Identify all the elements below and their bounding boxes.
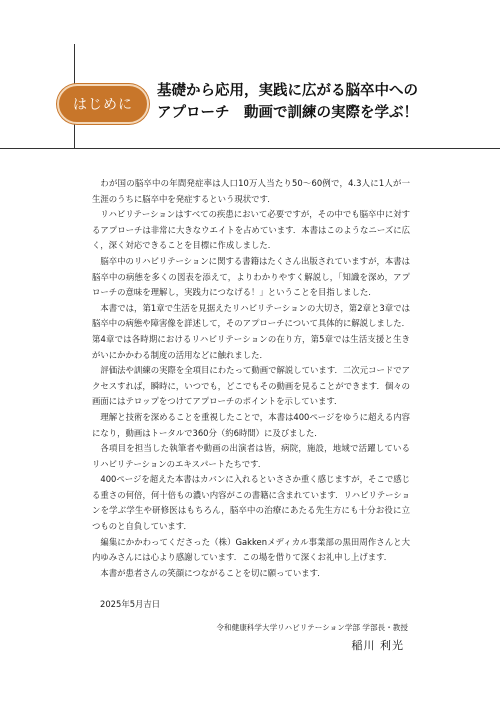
paragraph: 脳卒中のリハビリテーションに関する書籍はたくさん出版されていますが，本書は脳卒中の病態を多くの図表を添えて，よりわかりやすく解説し，「知識を深め，アプローチの意味を理解し，実践力につなげる！」ということを目指しました． [92, 255, 410, 298]
paragraph: 本書が患者さんの笑顔につながることを切に願っています． [100, 567, 326, 578]
paragraph: 本書では，第1章で生活を見据えたリハビリテーションの大切さ，第2章と3章では脳卒中の病態や障害像を詳述して，そのアプローチについて具体的に解説しました．第4章では各時期におけるリハビリテーションの在り方，第5章では生活支援と生きがいにかかわる制度の活用などに触れました． [92, 302, 410, 360]
author-affiliation: 令和健康科学大学リハビリテーション学部 学部長・教授 [216, 623, 408, 632]
paragraph: 評価法や訓練の実際を全項目にわたって動画で解説しています．二次元コードでアクセスすれば，瞬時に，いつでも，どこでもその動画を見ることができます．個々の画面にはテロップをつけてアプローチのポイントを示しています． [92, 365, 410, 407]
page-title [157, 80, 487, 124]
paragraph: 理解と技術を深めることを重視したことで，本書は400ページをゆうに超える内容になり，動画はトータルで360分（約6時間）に及びました． [92, 411, 410, 438]
section-badge-label: はじめに [73, 97, 133, 113]
page-title-line-2: アプローチ 動画で訓練の実際を学ぶ！ [157, 105, 418, 121]
paragraph: 編集にかかわってくださった（株）Gakkenメディカル事業部の黒田周作さんと大内ゆみさんには心より感謝しています．この場を借りて深くお礼申し上げます． [92, 536, 410, 563]
paragraph: リハビリテーションはすべての疾患において必要ですが，その中でも脳卒中に対するアプローチは非常に大きなウエイトを占めています．本書はこのようなニーズに広く，深く対応できることを目標に作成しました． [92, 209, 410, 251]
date: 2025年5月吉日 [100, 599, 161, 609]
author-name: 稲川 利光 [351, 639, 404, 652]
paragraph: わが国の脳卒中の年間発症率は人口10万人当たり50〜60例で，4.3人に1人が一生涯のうちに脳卒中を発症するという現状です． [92, 178, 410, 204]
body-text [92, 176, 410, 581]
paragraph: 各項目を担当した執筆者や動画の出演者は皆，病院，施設，地域で活躍しているリハビリテーションのエキスパートたちです． [92, 443, 410, 469]
horizontal-rule [0, 148, 500, 149]
section-badge [57, 84, 149, 124]
paragraph: 400ページを超えた本書はカバンに入れるといささか重く感じますが，そこで感じる重さの何倍，何十倍もの濃い内容がこの書籍に含まれています．リハビリテーションを学ぶ学生や研修医はもちろん，脳卒中の治療にあたる先生方にも十分お役に立つものと自負しています． [92, 474, 410, 532]
page-title-line-1: 基礎から応用，実践に広がる脳卒中への [157, 83, 418, 99]
